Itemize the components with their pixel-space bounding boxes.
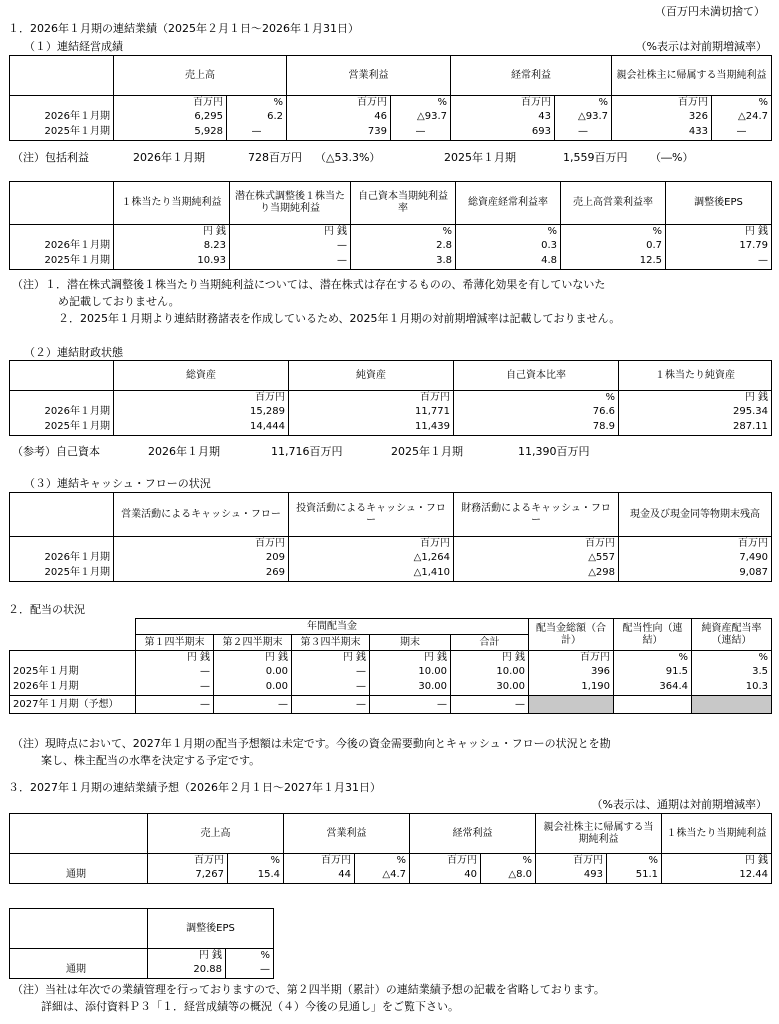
cell: △93.7 [391,110,451,125]
table-row [10,405,772,420]
col-roe: 自己資本当期純利益率 [351,182,456,225]
row-label: 2027年１月期（予想） [10,696,136,714]
cell: 7,267 [148,868,228,884]
cell: 46 [287,110,391,125]
cell: △24.7 [712,110,772,125]
table-row [10,868,772,884]
col-q3: 第３四半期末 [292,635,370,651]
col-net-assets: 純資産 [289,361,454,391]
empty-cell [692,696,772,714]
dividends-table [9,618,772,714]
cell: 9,087 [619,566,772,582]
table-row [10,665,772,680]
col-eps: １株当たり当期純利益 [114,182,230,225]
equity-ref-label: （参考）自己資本 [12,445,100,458]
cell: 43 [451,110,555,125]
unit: 百万円 [289,537,454,551]
col-roa: 総資産経常利益率 [456,182,561,225]
unit: 百万円 [451,96,555,110]
comprehensive-income-value: 728百万円 [248,151,302,164]
cell: 295.34 [619,405,772,420]
cell: — [214,696,292,714]
row-label: 通期 [10,868,148,884]
unit: 百万円 [114,391,289,405]
unit: 百万円 [619,537,772,551]
cell: 30.00 [370,680,451,696]
row-label: 2026年１月期 [10,551,114,566]
unit: 百万円 [612,96,712,110]
col-sales: 売上高 [148,814,284,854]
col-equity-ratio: 自己資本比率 [454,361,619,391]
cell: △1,264 [289,551,454,566]
unit: % [456,225,561,239]
cell: 10.00 [451,665,529,680]
subsection-financial-position: （２）連結財政状態 [24,346,123,359]
cell: 0.00 [214,680,292,696]
cell: 326 [612,110,712,125]
cell: 1,190 [529,680,614,696]
cell: △4.7 [355,868,410,884]
cell: — [230,239,351,254]
cell: 4.8 [456,254,561,270]
unit: 百万円 [114,537,289,551]
row-label: 2025年１月期 [10,420,114,436]
cell: 8.23 [114,239,230,254]
forecast-note-1: （注）当社は年次での業績管理を行っておりますので、第２四半期（累計）の連結業績予想の記載を省略しております。 [12,983,605,996]
unit: 円 銭 [292,651,370,665]
empty-cell [529,696,614,714]
col-eps: １株当たり当期純利益 [662,814,772,854]
unit: 百万円 [284,854,355,868]
col-ordinary-income: 経常利益 [410,814,536,854]
cell: 10.00 [370,665,451,680]
cell: 11,771 [289,405,454,420]
cell: 10.93 [114,254,230,270]
unit: % [555,96,612,110]
subsection-cash-flow: （３）連結キャッシュ・フローの状況 [24,477,211,490]
unit: % [228,854,284,868]
unit: 円 銭 [619,391,772,405]
cell: 17.79 [666,239,772,254]
cell: 12.44 [662,868,772,884]
section-2-title: ２．配当の状況 [8,603,85,616]
unit: 百万円 [287,96,391,110]
equity-ref-value: 11,716百万円 [271,445,343,458]
note-1-cont: め記載しておりません。 [58,295,180,308]
col-net-income-parent: 親会社株主に帰属する当期純利益 [536,814,662,854]
cell: 7,490 [619,551,772,566]
unit: % [561,225,666,239]
row-label: 2026年１月期 [10,239,114,254]
unit: 円 銭 [370,651,451,665]
cell: 44 [284,868,355,884]
section-3-title: ３．2027年１月期の連結業績予想（2026年２月１日～2027年１月31日） [8,781,381,794]
unit: % [614,651,692,665]
col-net-income-parent: 親会社株主に帰属する当期純利益 [612,56,772,96]
cell: 91.5 [614,665,692,680]
table-row [10,420,772,436]
cell: 739 [287,125,391,141]
cell: — [226,963,274,979]
comprehensive-income-prev-period: 2025年１月期 [444,151,516,164]
unit: 百万円 [148,854,228,868]
per-share-table [9,181,772,270]
col-total-assets: 総資産 [114,361,289,391]
cell: — [712,125,772,141]
table-row [10,566,772,582]
col-financing-cf: 財務活動によるキャッシュ・フロー [454,493,619,537]
cell: — [451,696,529,714]
cell: 15.4 [228,868,284,884]
unit: 円 銭 [136,651,214,665]
forecast-note-2: 詳細は、添付資料Ｐ３「１．経営成績等の概況（４）今後の見通し」をご覧下さい。 [41,1000,459,1013]
dividend-note-1: （注）現時点において、2027年１月期の配当予想額は未定です。今後の資金需要動向とキャッシュ・フローの状況とを勘 [12,737,611,750]
row-label: 2025年１月期 [10,665,136,680]
cell [614,696,692,714]
cell: 0.00 [214,665,292,680]
unit: 円 銭 [666,225,772,239]
cell: — [230,254,351,270]
unit: % [481,854,536,868]
equity-ref-prev-value: 11,390百万円 [518,445,590,458]
col-q1: 第１四半期末 [136,635,214,651]
cell: △8.0 [481,868,536,884]
cell: 493 [536,868,607,884]
row-label: 2025年１月期 [10,566,114,582]
cell: — [292,665,370,680]
cell: — [370,696,451,714]
table-row [10,551,772,566]
col-operating-income: 営業利益 [287,56,451,96]
col-cash-end: 現金及び現金同等物期末残高 [619,493,772,537]
cell: 3.8 [351,254,456,270]
note-1: （注）１．潜在株式調整後１株当たり当期純利益については、潜在株式は存在するものの、希薄化効果を有していないた [12,278,606,291]
cell: △1,410 [289,566,454,582]
cell: △298 [454,566,619,582]
comprehensive-income-label: （注）包括利益 [12,151,89,164]
section-1-title: １．2026年１月期の連結業績（2025年２月１日～2026年１月31日） [8,22,359,35]
cell: — [292,680,370,696]
cell: 20.88 [148,963,226,979]
forecast-table [9,813,772,884]
col-year-end: 期末 [370,635,451,651]
unit: 百万円 [536,854,607,868]
unit: 円 銭 [662,854,772,868]
comprehensive-income-prev-change: （―%） [650,151,694,164]
unit: % [454,391,619,405]
unit: 百万円 [454,537,619,551]
col-operating-income: 営業利益 [284,814,410,854]
comprehensive-income-period: 2026年１月期 [133,151,205,164]
cell: — [136,665,214,680]
forecast-pct-note: （%表示は、通期は対前期増減率） [591,798,767,811]
col-total: 合計 [451,635,529,651]
table-row [10,239,772,254]
row-label: 2026年１月期 [10,405,114,420]
col-operating-cf: 営業活動によるキャッシュ・フロー [114,493,289,537]
cell: 14,444 [114,420,289,436]
cell: 78.9 [454,420,619,436]
unit: 百万円 [410,854,481,868]
unit: % [391,96,451,110]
cell: 40 [410,868,481,884]
cell: 693 [451,125,555,141]
col-doe: 純資産配当率（連結） [692,619,772,651]
dividend-note-2: 案し、株主配当の水準を決定する予定です。 [41,754,261,767]
table-row [10,254,772,270]
col-sales: 売上高 [114,56,287,96]
cell: 269 [114,566,289,582]
unit: % [712,96,772,110]
unit: % [692,651,772,665]
cell: 0.3 [456,239,561,254]
pct-note: （%表示は対前期増減率） [635,40,767,53]
cash-flow-table [9,492,772,582]
cell: 51.1 [607,868,662,884]
cell: 209 [114,551,289,566]
col-payout-ratio: 配当性向（連結） [614,619,692,651]
unit: % [607,854,662,868]
col-total-dividends: 配当金総額（合計） [529,619,614,651]
cell: △557 [454,551,619,566]
table-row [10,125,772,141]
unit: 円 銭 [214,651,292,665]
unit: % [355,854,410,868]
row-label: 2025年１月期 [10,125,114,141]
row-label: 2026年１月期 [10,680,136,696]
col-bps: １株当たり純資産 [619,361,772,391]
cell: △93.7 [555,110,612,125]
col-ordinary-income: 経常利益 [451,56,612,96]
cell: 76.6 [454,405,619,420]
cell: 364.4 [614,680,692,696]
note-2: ２．2025年１月期より連結財務諸表を作成しているため、2025年１月期の対前期増減率は記載しておりません。 [58,312,621,325]
cell: — [666,254,772,270]
cell: — [227,125,287,141]
unit: 百万円 [529,651,614,665]
cell: 3.5 [692,665,772,680]
unit: 百万円 [114,96,227,110]
cell: 396 [529,665,614,680]
operating-results-table [9,55,772,141]
unit: 百万円 [289,391,454,405]
table-row [10,963,274,979]
unit: 円 銭 [451,651,529,665]
comprehensive-income-prev-value: 1,559百万円 [563,151,628,164]
equity-ref-period: 2026年１月期 [148,445,220,458]
unit: % [226,949,274,963]
col-adjusted-eps: 調整後EPS [666,182,772,225]
cell: 15,289 [114,405,289,420]
financial-position-table [9,360,772,436]
unit: 円 銭 [114,225,230,239]
subsection-operating-results: （１）連結経営成績 [24,40,123,53]
table-row [10,110,772,125]
cell: 6.2 [227,110,287,125]
cell: 30.00 [451,680,529,696]
cell: 12.5 [561,254,666,270]
cell: 11,439 [289,420,454,436]
cell: 10.3 [692,680,772,696]
unit: % [351,225,456,239]
cell: — [136,680,214,696]
row-label: 2025年１月期 [10,254,114,270]
col-adjusted-eps: 調整後EPS [148,909,274,949]
table-row [10,696,772,714]
unit: % [227,96,287,110]
row-label: 2026年１月期 [10,110,114,125]
cell: 287.11 [619,420,772,436]
cell: 433 [612,125,712,141]
cell: — [136,696,214,714]
cell: — [292,696,370,714]
table-row [10,680,772,696]
comprehensive-income-change: （△53.3%） [315,151,381,164]
cell: 6,295 [114,110,227,125]
col-investing-cf: 投資活動によるキャッシュ・フロー [289,493,454,537]
col-group-annual-dividend: 年間配当金 [136,619,529,635]
unit: 円 銭 [230,225,351,239]
equity-ref-prev-period: 2025年１月期 [391,445,463,458]
col-diluted-eps: 潜在株式調整後１株当たり当期純利益 [230,182,351,225]
cell: 2.8 [351,239,456,254]
unit-note: （百万円未満切捨て） [655,5,765,18]
cell: 5,928 [114,125,227,141]
adjusted-eps-forecast-table [9,908,274,979]
row-label: 通期 [10,963,148,979]
cell: — [555,125,612,141]
cell: — [391,125,451,141]
unit: 円 銭 [148,949,226,963]
col-operating-margin: 売上高営業利益率 [561,182,666,225]
col-q2: 第２四半期末 [214,635,292,651]
cell: 0.7 [561,239,666,254]
